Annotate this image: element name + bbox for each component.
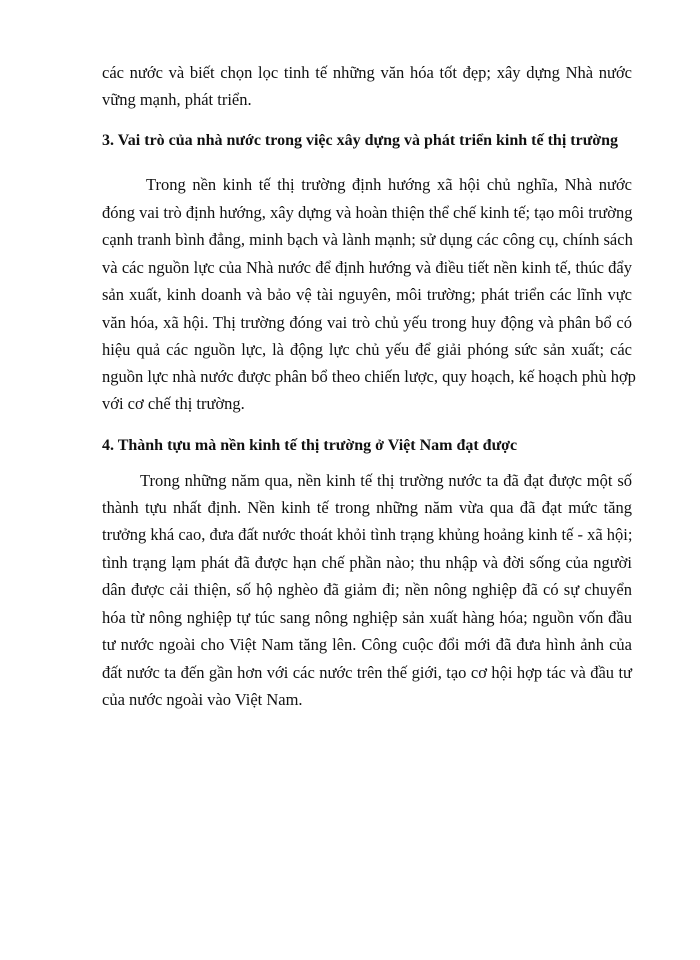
section-3-line-9: với cơ chế thị trường.	[102, 394, 245, 413]
section-3-line-3: cạnh tranh bình đẳng, minh bạch và lành mạnh; sử dụng các công cụ, chính sách	[102, 230, 633, 249]
section-4-line-6: hóa từ nông nghiệp tự túc sang nông nghiệp sản xuất hàng hóa; nguồn vốn đầu	[102, 608, 632, 627]
section-4-line-2: thành tựu nhất định. Nền kinh tế trong những năm vừa qua đã đạt mức tăng	[102, 498, 632, 517]
section-4-line-1: Trong những năm qua, nền kinh tế thị trường nước ta đã đạt được một số	[140, 471, 632, 490]
section-3-line-2: đóng vai trò định hướng, xây dựng và hoàn thiện thể chế kinh tế; tạo môi trường	[102, 203, 633, 222]
section-4-heading: 4. Thành tựu mà nền kinh tế thị trường ở Việt Nam đạt được	[102, 437, 518, 454]
section-3-heading: 3. Vai trò của nhà nước trong việc xây dựng và phát triển kinh tế thị trường	[102, 132, 619, 149]
section-4-line-8: đất nước ta đến gần hơn với các nước trên thế giới, tạo cơ hội hợp tác và đầu tư	[102, 663, 632, 682]
section-3-line-8: nguồn lực nhà nước được phân bổ theo chiến lược, quy hoạch, kế hoạch phù hợp	[102, 367, 636, 386]
intro-line-2: vững mạnh, phát triển.	[102, 90, 252, 109]
section-3-line-5: sản xuất, kinh doanh và bảo vệ tài nguyên, môi trường; phát triển các lĩnh vực	[102, 285, 632, 304]
section-4-line-4: tình trạng lạm phát đã được hạn chế phần nào; thu nhập và đời sống của người	[102, 553, 632, 572]
intro-line-1: các nước và biết chọn lọc tinh tế những văn hóa tốt đẹp; xây dựng Nhà nước	[102, 63, 632, 82]
section-3-line-6: văn hóa, xã hội. Thị trường đóng vai trò chủ yếu trong huy động và phân bổ có	[102, 313, 632, 332]
section-3-line-7: hiệu quả các nguồn lực, là động lực chủ yếu để giải phóng sức sản xuất; các	[102, 340, 632, 359]
section-3-line-4: và các nguồn lực của Nhà nước để định hướng và điều tiết nền kinh tế, thúc đẩy	[102, 258, 632, 277]
section-3-line-1: Trong nền kinh tế thị trường định hướng xã hội chủ nghĩa, Nhà nước	[146, 175, 632, 194]
section-4-line-3: trưởng khá cao, đưa đất nước thoát khỏi tình trạng khủng hoảng kinh tế - xã hội;	[102, 525, 633, 544]
section-4-line-9: của nước ngoài vào Việt Nam.	[102, 690, 303, 709]
section-4-line-7: tư nước ngoài cho Việt Nam tăng lên. Công cuộc đổi mới đã đưa hình ảnh của	[102, 635, 632, 654]
section-4-line-5: dân được cải thiện, số hộ nghèo đã giảm đi; nền nông nghiệp đã có sự chuyển	[102, 580, 632, 599]
